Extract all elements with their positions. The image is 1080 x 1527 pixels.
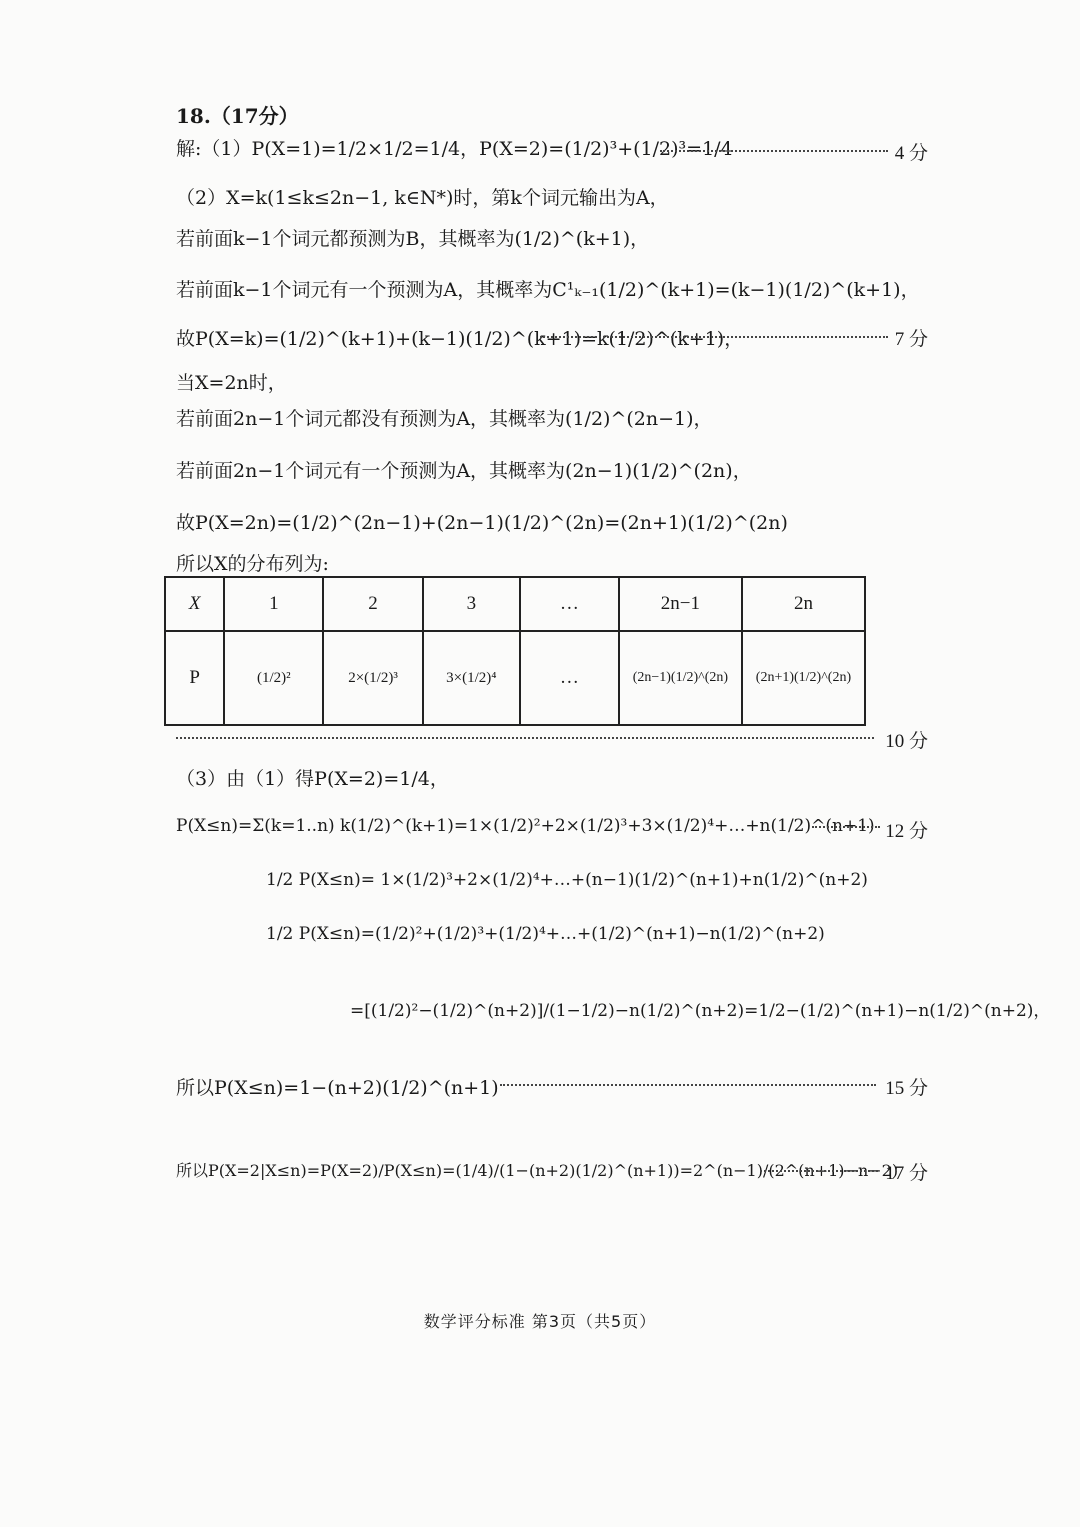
solution-line: 1/2 P(X≤n)=(1/2)²+(1/2)³+(1/2)⁴+…+(1/2)^(n+1)−n(1/2)^(n+2) (266, 924, 825, 944)
table-cell: (1/2)² (224, 631, 323, 725)
distribution-table (164, 576, 866, 726)
score-7: 7 分 (894, 329, 928, 350)
dot-leader (500, 1084, 876, 1086)
solution-line: P(X≤n)=Σ(k=1..n) k(1/2)^(k+1)=1×(1/2)²+2×(1/2)³+3×(1/2)⁴+…+n(1/2)^(n+1) (176, 816, 875, 836)
table-cell: 3 (423, 577, 520, 631)
table-cell: … (520, 631, 619, 725)
table-row (165, 631, 865, 725)
table-cell: 2n−1 (619, 577, 742, 631)
solution-line: 所以X的分布列为: (176, 553, 329, 575)
solution-line: 当X=2n时， (176, 372, 287, 394)
solution-line: 若前面2n−1个词元有一个预测为A，其概率为(2n−1)(1/2)^(2n)， (176, 460, 752, 482)
dot-leader (540, 336, 888, 338)
solution-line: 所以P(X=2|X≤n)=P(X=2)/P(X≤n)=(1/4)/(1−(n+2)(1/2)^(n+1))=2^(n−1)/(2^(n+1)−n−2) (176, 1161, 899, 1180)
score-12: 12 分 (885, 821, 928, 842)
table-cell: 3×(1/2)⁴ (423, 631, 520, 725)
solution-part2-line: （2）X=k(1≤k≤2n−1, k∈N*)时，第k个词元输出为A， (176, 187, 669, 209)
solution-part3-line: （3）由（1）得P(X=2)=1/4， (176, 768, 449, 790)
dot-leader (760, 1170, 878, 1172)
solution-line: =[(1/2)²−(1/2)^(n+2)]/(1−1/2)−n(1/2)^(n+2)=1/2−(1/2)^(n+1)−n(1/2)^(n+2)， (350, 1001, 1051, 1021)
score-4: 4 分 (894, 143, 928, 164)
solution-line: 若前面2n−1个词元都没有预测为A，其概率为(1/2)^(2n−1)， (176, 408, 713, 430)
solution-line: 故P(X=2n)=(1/2)^(2n−1)+(2n−1)(1/2)^(2n)=(2n+1)(1/2)^(2n) (176, 512, 788, 534)
dot-leader (812, 826, 880, 828)
table-cell: 1 (224, 577, 323, 631)
table-cell: 2n (742, 577, 865, 631)
page-footer: 数学评分标准 第3页（共5页） (423, 1312, 657, 1331)
table-header-row (165, 577, 865, 631)
table-cell: 2 (323, 577, 422, 631)
question-title: 18.（17分） (176, 104, 299, 128)
dot-leader (660, 150, 888, 152)
solution-part1-line (176, 134, 733, 161)
table-cell: P (165, 631, 224, 725)
solution-line: 1/2 P(X≤n)= 1×(1/2)³+2×(1/2)⁴+…+(n−1)(1/2)^(n+1)+n(1/2)^(n+2) (266, 870, 868, 890)
solution-line: 故P(X=k)=(1/2)^(k+1)+(k−1)(1/2)^(k+1)=k(1/2)^(k+1)， (176, 328, 744, 350)
table-cell: X (165, 577, 224, 631)
solution-line: 所以P(X≤n)=1−(n+2)(1/2)^(n+1) (176, 1077, 499, 1099)
dot-leader (176, 737, 874, 739)
solution-line: 若前面k−1个词元都预测为B，其概率为(1/2)^(k+1)， (176, 228, 650, 250)
score-17: 17 分 (885, 1163, 928, 1184)
table-cell: (2n+1)(1/2)^(2n) (742, 631, 865, 725)
line-text: 解:（1）P(X=1)=1/2×1/2=1/4，P(X=2)=(1/2)³+(1/2)³=1/4 (176, 138, 733, 160)
table-cell: 2×(1/2)³ (323, 631, 422, 725)
table-cell: … (520, 577, 619, 631)
solution-line: 若前面k−1个词元有一个预测为A，其概率为C¹ₖ₋₁(1/2)^(k+1)=(k−1)(1/2)^(k+1)， (176, 279, 920, 301)
score-15: 15 分 (885, 1078, 928, 1099)
table-cell: (2n−1)(1/2)^(2n) (619, 631, 742, 725)
score-10: 10 分 (885, 731, 928, 752)
